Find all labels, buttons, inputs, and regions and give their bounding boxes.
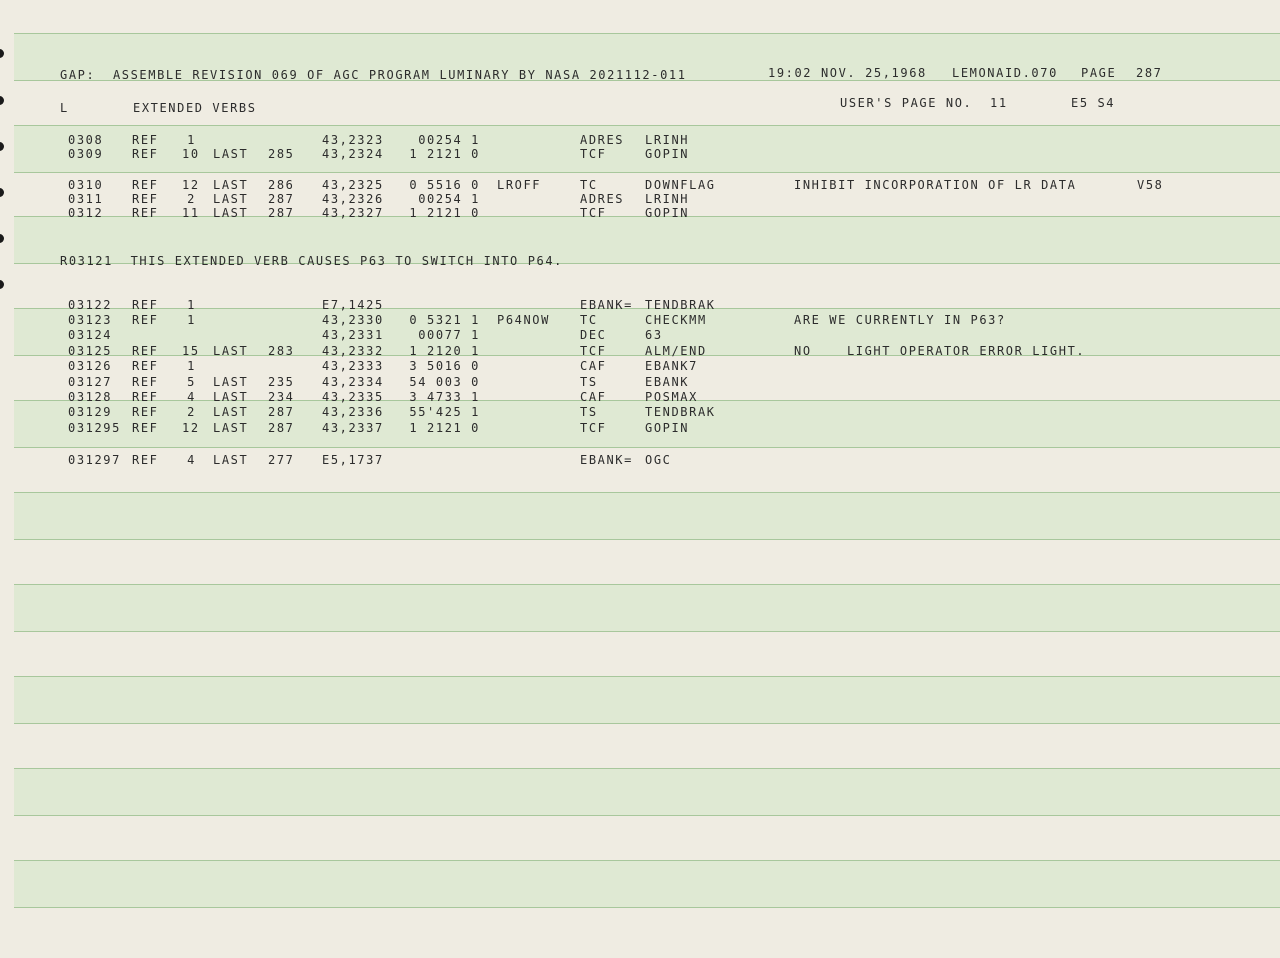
row-ref-keyword: REF — [132, 375, 159, 389]
row-last-keyword: LAST — [213, 453, 249, 467]
row-last-page: 283 — [268, 344, 295, 358]
row-line-number: 0309 — [68, 147, 104, 161]
row-last-page: 287 — [268, 192, 295, 206]
row-ref-keyword: REF — [132, 313, 159, 327]
row-last-keyword: LAST — [213, 192, 249, 206]
feed-hole — [0, 142, 4, 151]
row-ref-count: 12 — [182, 421, 200, 435]
row-ref-keyword: REF — [132, 298, 159, 312]
row-ref-count: 15 — [182, 344, 200, 358]
row-label: P64NOW — [497, 313, 550, 327]
row-address: 43,2323 — [322, 133, 384, 147]
row-last-keyword: LAST — [213, 344, 249, 358]
row-comment: NO LIGHT OPERATOR ERROR LIGHT. — [794, 344, 1086, 358]
row-opcode: TS — [580, 375, 598, 389]
row-object-code: 1 2120 1 — [409, 344, 480, 358]
row-ref-count: 2 — [187, 192, 196, 206]
users-page-number: USER'S PAGE NO. 11 — [840, 96, 1008, 110]
row-ref-keyword: REF — [132, 206, 159, 220]
row-operand: CHECKMM — [645, 313, 707, 327]
row-ref-keyword: REF — [132, 344, 159, 358]
row-ref-count: 12 — [182, 178, 200, 192]
row-line-number: 0311 — [68, 192, 104, 206]
row-last-keyword: LAST — [213, 405, 249, 419]
row-opcode: EBANK= — [580, 453, 633, 467]
row-address: 43,2325 — [322, 178, 384, 192]
row-opcode: CAF — [580, 390, 607, 404]
row-object-code: 0 5321 1 — [409, 313, 480, 327]
row-opcode: TS — [580, 405, 598, 419]
row-address: 43,2331 — [322, 328, 384, 342]
row-ref-count: 4 — [187, 390, 196, 404]
row-ref-count: 2 — [187, 405, 196, 419]
row-address: E5,1737 — [322, 453, 384, 467]
row-line-number: 03124 — [68, 328, 113, 342]
row-operand: GOPIN — [645, 421, 690, 435]
listing-title: GAP: ASSEMBLE REVISION 069 OF AGC PROGRAM LUMINARY BY NASA 2021112-011 — [60, 68, 687, 82]
row-opcode: EBANK= — [580, 298, 633, 312]
row-last-page: 286 — [268, 178, 295, 192]
row-address: 43,2326 — [322, 192, 384, 206]
row-last-keyword: LAST — [213, 206, 249, 220]
row-last-keyword: LAST — [213, 178, 249, 192]
row-ref-keyword: REF — [132, 133, 159, 147]
row-address: 43,2334 — [322, 375, 384, 389]
row-ref-count: 10 — [182, 147, 200, 161]
row-last-keyword: LAST — [213, 421, 249, 435]
row-ref-count: 1 — [187, 133, 196, 147]
row-line-number: 0312 — [68, 206, 104, 220]
row-ref-keyword: REF — [132, 359, 159, 373]
row-address: 43,2324 — [322, 147, 384, 161]
listing-marker: L — [60, 101, 69, 115]
feed-hole — [0, 96, 4, 105]
row-operand: OGC — [645, 453, 672, 467]
row-operand: TENDBRAK — [645, 405, 716, 419]
feed-hole — [0, 188, 4, 197]
row-opcode: TC — [580, 178, 598, 192]
row-ref-keyword: REF — [132, 453, 159, 467]
row-last-page: 285 — [268, 147, 295, 161]
row-object-code: 1 2121 0 — [409, 421, 480, 435]
row-last-keyword: LAST — [213, 390, 249, 404]
row-ref-count: 5 — [187, 375, 196, 389]
row-opcode: TCF — [580, 421, 607, 435]
green-bar — [14, 492, 1280, 540]
job-name: LEMONAID.070 — [952, 66, 1058, 80]
row-ref-count: 1 — [187, 313, 196, 327]
row-address: 43,2335 — [322, 390, 384, 404]
row-object-code: 0 5516 0 — [409, 178, 480, 192]
feed-hole — [0, 49, 4, 58]
section-title: EXTENDED VERBS — [133, 101, 257, 115]
row-line-number: 0310 — [68, 178, 104, 192]
row-opcode: ADRES — [580, 192, 625, 206]
row-line-number: 03125 — [68, 344, 113, 358]
row-opcode: TCF — [580, 147, 607, 161]
row-ref-keyword: REF — [132, 147, 159, 161]
green-bar — [14, 860, 1280, 908]
row-object-code: 00254 1 — [418, 192, 480, 206]
row-operand: LRINH — [645, 133, 690, 147]
green-bar — [14, 768, 1280, 816]
row-last-page: 234 — [268, 390, 295, 404]
row-operand: EBANK — [645, 375, 690, 389]
row-ref-keyword: REF — [132, 421, 159, 435]
row-opcode: DEC — [580, 328, 607, 342]
row-line-number: 03127 — [68, 375, 113, 389]
row-label: LROFF — [497, 178, 542, 192]
row-last-keyword: LAST — [213, 147, 249, 161]
row-last-page: 287 — [268, 421, 295, 435]
row-opcode: TC — [580, 313, 598, 327]
row-address: 43,2330 — [322, 313, 384, 327]
row-line-number: 03129 — [68, 405, 113, 419]
row-operand: DOWNFLAG — [645, 178, 716, 192]
row-line-number: 031297 — [68, 453, 121, 467]
row-operand: GOPIN — [645, 147, 690, 161]
row-comment: INHIBIT INCORPORATION OF LR DATA — [794, 178, 1077, 192]
row-line-number: 031295 — [68, 421, 121, 435]
row-object-code: 3 4733 1 — [409, 390, 480, 404]
row-operand: GOPIN — [645, 206, 690, 220]
row-address: 43,2337 — [322, 421, 384, 435]
row-object-code: 00077 1 — [418, 328, 480, 342]
page-label: PAGE — [1081, 66, 1117, 80]
row-object-code: 1 2121 0 — [409, 206, 480, 220]
row-ref-count: 11 — [182, 206, 200, 220]
row-opcode: CAF — [580, 359, 607, 373]
row-last-page: 287 — [268, 405, 295, 419]
row-object-code: 1 2121 0 — [409, 147, 480, 161]
row-opcode: TCF — [580, 206, 607, 220]
page-number: 287 — [1136, 66, 1163, 80]
row-ref-count: 4 — [187, 453, 196, 467]
print-timestamp: 19:02 NOV. 25,1968 — [768, 66, 927, 80]
comment-line: R03121 THIS EXTENDED VERB CAUSES P63 TO SWITCH INTO P64. — [60, 254, 564, 268]
row-address: 43,2336 — [322, 405, 384, 419]
row-line-number: 0308 — [68, 133, 104, 147]
row-operand: EBANK7 — [645, 359, 698, 373]
feed-hole — [0, 234, 4, 243]
row-last-keyword: LAST — [213, 375, 249, 389]
row-operand: 63 — [645, 328, 663, 342]
row-line-number: 03123 — [68, 313, 113, 327]
row-operand: TENDBRAK — [645, 298, 716, 312]
row-object-code: 55'425 1 — [409, 405, 480, 419]
row-operand: ALM/END — [645, 344, 707, 358]
row-address: 43,2332 — [322, 344, 384, 358]
feed-hole — [0, 280, 4, 289]
row-object-code: 3 5016 0 — [409, 359, 480, 373]
ebank-setting: E5 S4 — [1071, 96, 1116, 110]
row-operand: LRINH — [645, 192, 690, 206]
row-ref-keyword: REF — [132, 192, 159, 206]
row-address: 43,2333 — [322, 359, 384, 373]
green-bar — [14, 584, 1280, 632]
row-line-number: 03128 — [68, 390, 113, 404]
row-address: 43,2327 — [322, 206, 384, 220]
row-last-page: 235 — [268, 375, 295, 389]
row-opcode: ADRES — [580, 133, 625, 147]
row-last-page: 287 — [268, 206, 295, 220]
row-line-number: 03126 — [68, 359, 113, 373]
row-ref-keyword: REF — [132, 405, 159, 419]
row-opcode: TCF — [580, 344, 607, 358]
row-operand: POSMAX — [645, 390, 698, 404]
row-object-code: 00254 1 — [418, 133, 480, 147]
row-line-number: 03122 — [68, 298, 113, 312]
row-ref-keyword: REF — [132, 178, 159, 192]
row-object-code: 54 003 0 — [409, 375, 480, 389]
row-revision-tag: V58 — [1137, 178, 1164, 192]
row-ref-count: 1 — [187, 298, 196, 312]
row-ref-keyword: REF — [132, 390, 159, 404]
row-last-page: 277 — [268, 453, 295, 467]
row-ref-count: 1 — [187, 359, 196, 373]
row-address: E7,1425 — [322, 298, 384, 312]
row-comment: ARE WE CURRENTLY IN P63? — [794, 313, 1006, 327]
green-bar — [14, 676, 1280, 724]
